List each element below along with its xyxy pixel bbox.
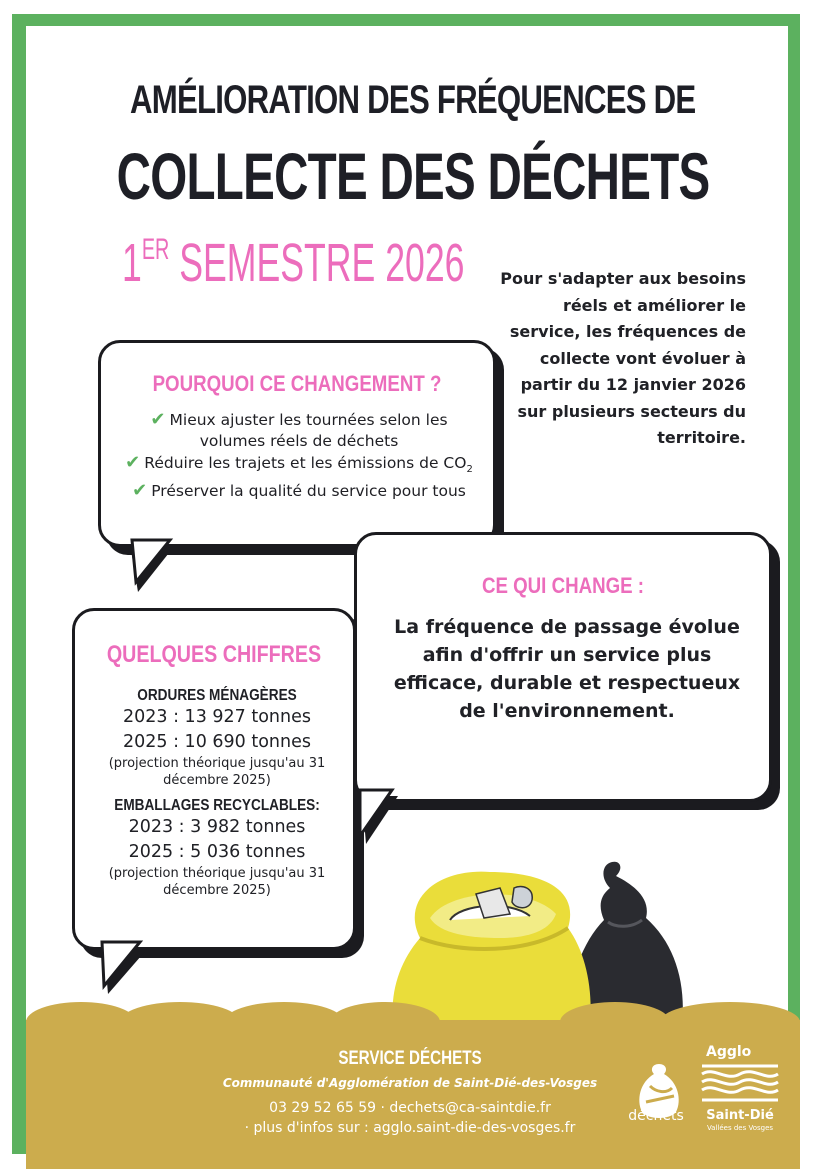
- subtitle-text: SEMESTRE 2026: [169, 233, 465, 293]
- household-2023: 2023 : 13 927 tonnes: [123, 707, 311, 727]
- figures-bubble-tail: [96, 942, 156, 1002]
- recyclable-2023: 2023 : 3 982 tonnes: [128, 817, 306, 837]
- why-bubble: [98, 340, 496, 547]
- dechets-logo-label: déchets: [628, 1108, 684, 1124]
- why-title: POURQUOI CE CHANGEMENT ?: [152, 371, 442, 396]
- why-item-text: Préserver la qualité du service pour tous: [151, 482, 466, 501]
- checkmark-icon: ✔: [132, 480, 148, 502]
- agglo-logo-top: Agglo: [706, 1044, 752, 1060]
- why-item: [119, 409, 479, 452]
- why-item-text: Mieux ajuster les tournées selon les volumes réels de déchets: [169, 411, 448, 450]
- footer-phone-email[interactable]: 03 29 52 65 59 · dechets@ca-saintdie.fr: [269, 1100, 551, 1116]
- what-title: CE QUI CHANGE :: [481, 573, 645, 598]
- why-item: [119, 480, 479, 502]
- subtitle-superscript: ER: [141, 233, 170, 266]
- checkmark-icon: ✔: [125, 452, 141, 473]
- why-item-text: Réduire les trajets et les émissions de CO: [144, 454, 467, 472]
- co2-subscript: 2: [466, 464, 473, 476]
- agglo-logo-bottom: Saint-Dié: [706, 1108, 774, 1123]
- footer-service-title: SERVICE DÉCHETS: [338, 1048, 482, 1069]
- figures-bubble: [72, 608, 356, 950]
- subtitle-semester: [122, 232, 464, 294]
- subtitle-number: 1: [122, 233, 142, 293]
- recyclable-2025: 2025 : 5 036 tonnes: [128, 842, 306, 862]
- title-line-2: COLLECTE DES DÉCHETS: [116, 139, 710, 213]
- agglo-logo-tagline: Vallées des Vosges: [706, 1124, 774, 1132]
- what-bubble: [354, 532, 772, 802]
- checkmark-icon: ✔: [150, 409, 166, 430]
- footer-website[interactable]: · plus d'infos sur : agglo.saint-die-des-vosges.fr: [244, 1120, 576, 1136]
- household-waste-label: ORDURES MÉNAGÈRES: [137, 687, 297, 704]
- recyclable-label: EMBALLAGES RECYCLABLES:: [114, 797, 320, 814]
- why-item: [119, 452, 479, 480]
- agglo-logo: [700, 1044, 780, 1136]
- figures-title: QUELQUES CHIFFRES: [106, 641, 322, 668]
- what-text: La fréquence de passage évolue afin d'offrir un service plus efficace, durable et respectueux de l'environnement.: [393, 616, 741, 722]
- why-list: [119, 409, 479, 502]
- recyclable-note: (projection théorique jusqu'au 31 décembre 2025): [108, 866, 326, 898]
- household-note: (projection théorique jusqu'au 31 décembre 2025): [108, 756, 326, 788]
- what-bubble-tail: [358, 790, 408, 850]
- footer-contact: [190, 1098, 630, 1138]
- why-bubble-tail: [126, 540, 186, 600]
- household-2025: 2025 : 10 690 tonnes: [123, 732, 311, 752]
- waves-logo-icon: [700, 1062, 780, 1106]
- figures-body: [83, 683, 351, 899]
- title-line-1: AMÉLIORATION DES FRÉQUENCES DE: [130, 78, 696, 122]
- footer-organization: Communauté d'Agglomération de Saint-Dié-des-Vosges: [222, 1076, 598, 1090]
- intro-paragraph: Pour s'adapter aux besoins réels et améliorer le service, les fréquences de collecte vont évoluer à partir du 12 janvier 2026 sur plusieurs secteurs du territoire.: [500, 269, 746, 447]
